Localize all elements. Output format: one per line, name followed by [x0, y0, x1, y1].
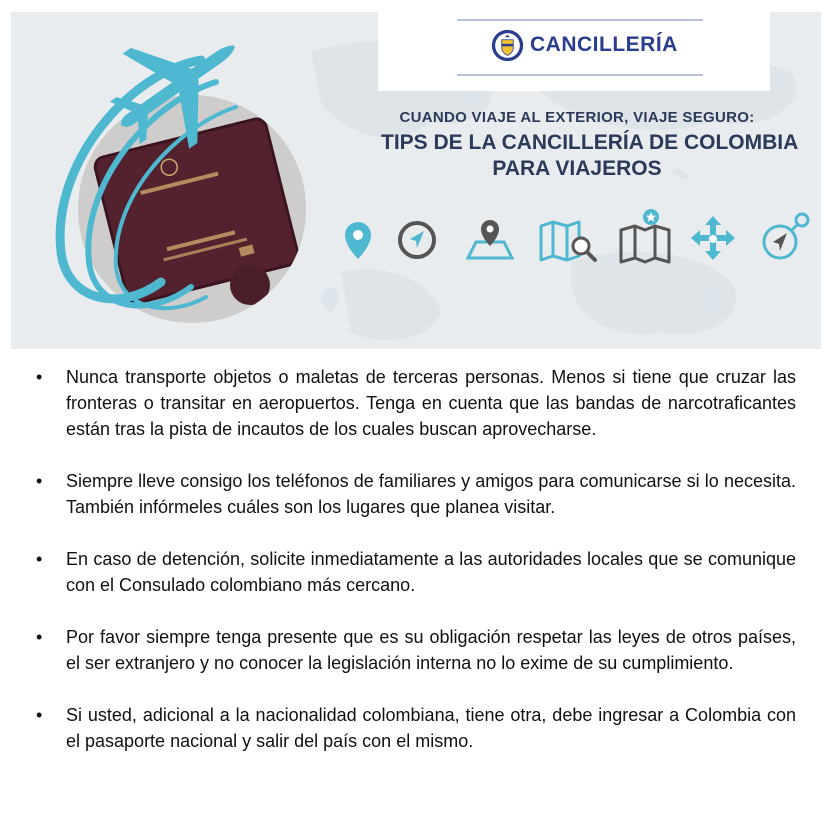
tip-text: Nunca transporte objetos o maletas de terceras personas. Menos si tiene que cruzar las fronteras o transitar en aeropuertos. Tenga en cuenta que las bandas de narcotraficantes están tras la pista de incautos de los cuales buscan aprovecharse. — [66, 367, 796, 439]
map-star-icon — [617, 208, 673, 270]
navigation-route-icon — [754, 208, 812, 270]
tip-text: Por favor siempre tenga presente que es su obligación respetar las leyes de otros países, el ser extranjero y no conocer la legislación interna no lo exime de su cumplimiento. — [66, 627, 796, 673]
colombia-seal-icon — [491, 29, 524, 62]
travel-tips-list — [36, 364, 796, 780]
headline-line-3: PARA VIAJEROS — [492, 157, 662, 180]
tip-text: Siempre lleve consigo los teléfonos de familiares y amigos para comunicarse si lo necesita. También infórmeles cuáles son los lugares que planea visitar. — [66, 471, 796, 517]
map-pin-icon — [336, 208, 380, 270]
tip-text: Si usted, adicional a la nacionalidad colombiana, tiene otra, debe ingresar a Colombia con el pasaporte nacional y salir del país con el mismo. — [66, 705, 796, 751]
headline-line-1: CUANDO VIAJE AL EXTERIOR, VIAJE SEGURO: — [399, 109, 755, 126]
move-arrows-icon — [689, 208, 737, 270]
map-location-icon — [462, 208, 518, 270]
logo-divider-bottom — [457, 74, 703, 76]
logo-divider-top — [457, 19, 703, 21]
map-search-icon — [537, 208, 603, 270]
bullet-marker: • — [36, 549, 43, 569]
logo-text: CANCILLERÍA — [530, 33, 678, 56]
tip-item — [36, 702, 796, 754]
banner-headline — [381, 108, 799, 182]
banner — [11, 12, 821, 349]
tip-item — [36, 364, 796, 442]
tip-item — [36, 546, 796, 598]
compass-arrow-icon — [393, 208, 441, 270]
tip-text: En caso de detención, solicite inmediatamente a las autoridades locales que se comunique con el Consulado colombiano más cercano. — [66, 549, 796, 595]
tip-item — [36, 468, 796, 520]
bullet-marker: • — [36, 627, 43, 647]
passport-image — [78, 95, 306, 323]
passport-photo — [78, 95, 306, 323]
headline-line-2: TIPS DE LA CANCILLERÍA DE COLOMBIA — [381, 131, 799, 154]
tip-item — [36, 624, 796, 676]
bullet-marker: • — [36, 367, 43, 387]
bullet-marker: • — [36, 471, 43, 491]
bullet-marker: • — [36, 705, 43, 725]
cancilleria-logo — [378, 12, 770, 91]
